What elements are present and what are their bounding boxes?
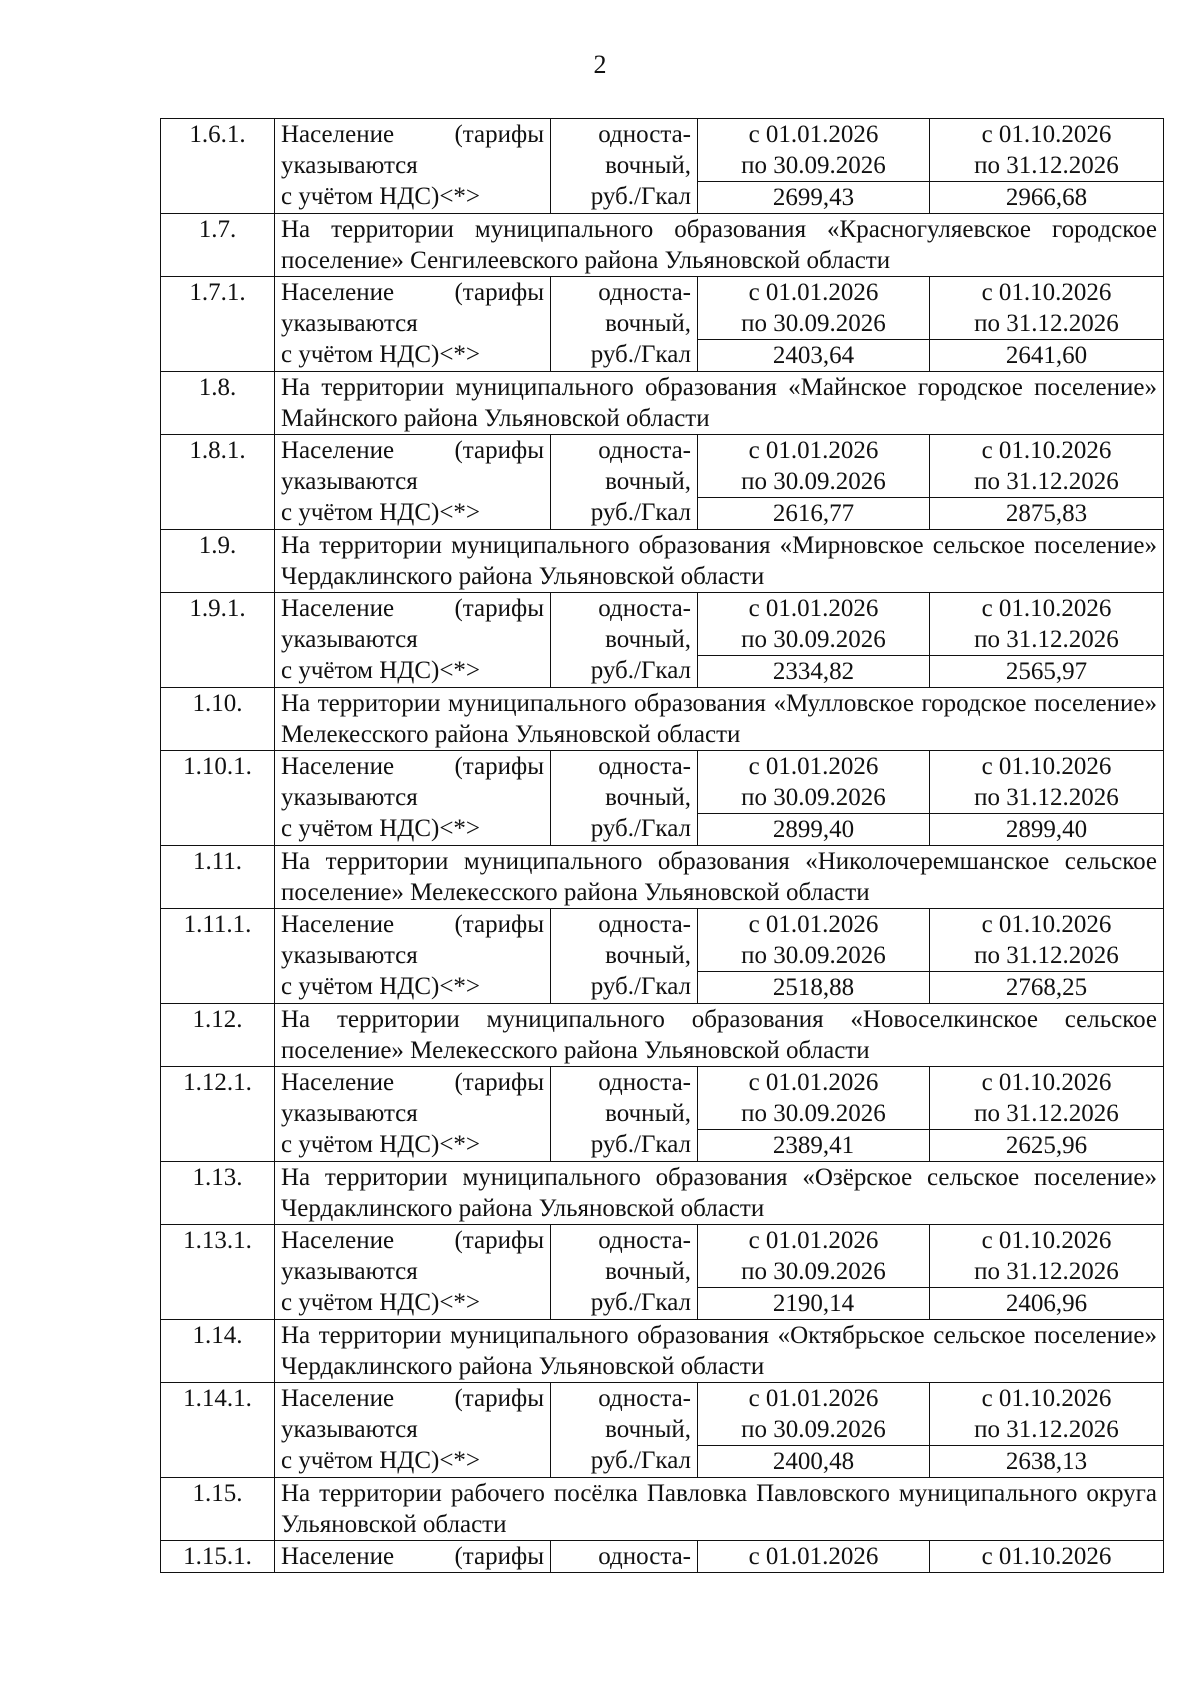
unit-line: односта-: [598, 753, 691, 780]
territory-row: [161, 214, 1164, 277]
tariff-value-1: 2699,43: [698, 182, 930, 214]
unit-line: руб./Гкал: [590, 1289, 691, 1316]
period-to: по 30.09.2026: [741, 310, 886, 337]
period-to: по 30.09.2026: [741, 468, 886, 495]
consumer-word: Население: [281, 279, 395, 306]
period-to: по 31.12.2026: [974, 310, 1119, 337]
unit-cell: [551, 119, 698, 214]
unit-line: односта-: [598, 1227, 691, 1254]
period-to: по 30.09.2026: [741, 942, 886, 969]
unit-line: вочный,: [605, 942, 691, 969]
consumer-line: указываются: [281, 942, 418, 969]
consumer-category-cell: [275, 593, 551, 688]
tariff-value-2: 2768,25: [930, 972, 1164, 1004]
period-from: с 01.01.2026: [748, 1227, 879, 1254]
consumer-word: (тарифы: [454, 1227, 544, 1254]
tariff-value-2: 2641,60: [930, 340, 1164, 372]
period-from: с 01.10.2026: [981, 1543, 1112, 1570]
consumer-word: Население: [281, 121, 395, 148]
consumer-word: (тарифы: [454, 121, 544, 148]
period-1-cell: [698, 435, 930, 498]
tariff-row-top: [161, 909, 1164, 972]
period-from: с 01.01.2026: [748, 753, 879, 780]
period-1-cell: [698, 277, 930, 340]
period-to: по 30.09.2026: [741, 1258, 886, 1285]
period-from: с 01.01.2026: [748, 1543, 879, 1570]
consumer-word: (тарифы: [454, 753, 544, 780]
consumer-line: с учётом НДС)<*>: [281, 1131, 481, 1158]
consumer-line: с учётом НДС)<*>: [281, 1289, 481, 1316]
consumer-line: с учётом НДС)<*>: [281, 973, 481, 1000]
consumer-word: Население: [281, 437, 395, 464]
unit-line: вочный,: [605, 1100, 691, 1127]
unit-line: вочный,: [605, 310, 691, 337]
unit-line: односта-: [598, 1069, 691, 1096]
tariff-table: [160, 118, 1164, 1573]
period-1-cell: [698, 1067, 930, 1130]
unit-cell: [551, 1383, 698, 1478]
consumer-line: указываются: [281, 784, 418, 811]
unit-line: руб./Гкал: [590, 499, 691, 526]
consumer-category-cell: [275, 277, 551, 372]
unit-line: руб./Гкал: [590, 657, 691, 684]
consumer-word: (тарифы: [454, 1385, 544, 1412]
period-from: с 01.10.2026: [981, 437, 1112, 464]
unit-line: односта-: [598, 595, 691, 622]
tariff-value-2: 2875,83: [930, 498, 1164, 530]
period-from: с 01.10.2026: [981, 911, 1112, 938]
period-from: с 01.01.2026: [748, 1385, 879, 1412]
period-from: с 01.10.2026: [981, 1227, 1112, 1254]
period-from: с 01.10.2026: [981, 1385, 1112, 1412]
tariff-value-1: 2400,48: [698, 1446, 930, 1478]
period-1-cell: [698, 593, 930, 656]
consumer-word: (тарифы: [454, 911, 544, 938]
period-to: по 31.12.2026: [974, 1258, 1119, 1285]
unit-line: вочный,: [605, 784, 691, 811]
territory-text: На территории муниципального образования «Озёрское сельское поселение» Чердаклинского района Ульяновской области: [275, 1162, 1164, 1225]
unit-cell: [551, 751, 698, 846]
period-from: с 01.10.2026: [981, 279, 1112, 306]
period-2-cell: [930, 593, 1164, 656]
consumer-word: (тарифы: [454, 437, 544, 464]
unit-cell: [551, 909, 698, 1004]
consumer-line: указываются: [281, 310, 418, 337]
consumer-word: Население: [281, 595, 395, 622]
unit-line: односта-: [598, 279, 691, 306]
row-number: 1.12.1.: [161, 1067, 275, 1162]
period-2-cell: [930, 751, 1164, 814]
consumer-line: указываются: [281, 1416, 418, 1443]
consumer-word: Население: [281, 1227, 395, 1254]
territory-text: На территории муниципального образования «Майнское городское поселение» Майнского района Ульяновской области: [275, 372, 1164, 435]
consumer-line: с учётом НДС)<*>: [281, 183, 481, 210]
period-2-cell: [930, 435, 1164, 498]
territory-text: На территории муниципального образования «Мулловское городское поселение» Мелекесского района Ульяновской области: [275, 688, 1164, 751]
consumer-word: (тарифы: [454, 595, 544, 622]
tariff-row-top: [161, 1067, 1164, 1130]
tariff-value-2: 2625,96: [930, 1130, 1164, 1162]
row-number: 1.7.: [161, 214, 275, 277]
consumer-word: Население: [281, 911, 395, 938]
consumer-category-cell: [275, 435, 551, 530]
consumer-line: с учётом НДС)<*>: [281, 815, 481, 842]
tariff-row-top: [161, 1383, 1164, 1446]
row-number: 1.9.1.: [161, 593, 275, 688]
tariff-row-top: [161, 593, 1164, 656]
consumer-line: указываются: [281, 626, 418, 653]
row-number: 1.7.1.: [161, 277, 275, 372]
unit-cell: [551, 1225, 698, 1320]
period-1-cell: [698, 1225, 930, 1288]
row-number: 1.15.: [161, 1478, 275, 1541]
consumer-category-cell: [275, 1067, 551, 1162]
tariff-row-top: [161, 119, 1164, 182]
unit-line: руб./Гкал: [590, 1447, 691, 1474]
consumer-line: указываются: [281, 1100, 418, 1127]
consumer-word: Население: [281, 1385, 395, 1412]
consumer-line: указываются: [281, 152, 418, 179]
tariff-value-1: 2190,14: [698, 1288, 930, 1320]
unit-line: вочный,: [605, 468, 691, 495]
tariff-value-2: 2406,96: [930, 1288, 1164, 1320]
period-1-cell: [698, 1383, 930, 1446]
unit-line: руб./Гкал: [590, 973, 691, 1000]
unit-cell: [551, 1067, 698, 1162]
consumer-line: с учётом НДС)<*>: [281, 499, 481, 526]
row-number: 1.14.1.: [161, 1383, 275, 1478]
period-2-cell: [930, 1383, 1164, 1446]
unit-cell: [551, 1541, 698, 1573]
unit-line: односта-: [598, 437, 691, 464]
unit-line: односта-: [598, 121, 691, 148]
unit-cell: [551, 277, 698, 372]
consumer-category-cell: [275, 909, 551, 1004]
row-number: 1.12.: [161, 1004, 275, 1067]
territory-row: [161, 1004, 1164, 1067]
row-number: 1.6.1.: [161, 119, 275, 214]
period-to: по 30.09.2026: [741, 626, 886, 653]
territory-row: [161, 1478, 1164, 1541]
tariff-value-1: 2403,64: [698, 340, 930, 372]
period-from: с 01.01.2026: [748, 279, 879, 306]
consumer-line: с учётом НДС)<*>: [281, 657, 481, 684]
territory-row: [161, 530, 1164, 593]
tariff-row-top: [161, 1225, 1164, 1288]
row-number: 1.11.: [161, 846, 275, 909]
period-2-cell: [930, 909, 1164, 972]
tariff-row-partial: [161, 1541, 1164, 1573]
period-to: по 31.12.2026: [974, 784, 1119, 811]
period-to: по 30.09.2026: [741, 1100, 886, 1127]
tariff-value-1: 2389,41: [698, 1130, 930, 1162]
unit-line: руб./Гкал: [590, 341, 691, 368]
territory-row: [161, 846, 1164, 909]
unit-line: руб./Гкал: [590, 815, 691, 842]
territory-text: На территории муниципального образования «Мирновское сельское поселение» Чердаклинского района Ульяновской области: [275, 530, 1164, 593]
period-from: с 01.10.2026: [981, 121, 1112, 148]
row-number: 1.13.: [161, 1162, 275, 1225]
row-number: 1.10.: [161, 688, 275, 751]
period-to: по 31.12.2026: [974, 152, 1119, 179]
period-from: с 01.01.2026: [748, 911, 879, 938]
period-2-cell: [930, 1541, 1164, 1573]
period-from: с 01.01.2026: [748, 437, 879, 464]
tariff-value-1: 2334,82: [698, 656, 930, 688]
consumer-line: с учётом НДС)<*>: [281, 341, 481, 368]
period-to: по 31.12.2026: [974, 626, 1119, 653]
tariff-value-2: 2966,68: [930, 182, 1164, 214]
tariff-row-top: [161, 751, 1164, 814]
tariff-row-top: [161, 435, 1164, 498]
row-number: 1.11.1.: [161, 909, 275, 1004]
territory-text: На территории рабочего посёлка Павловка Павловского муниципального округа Ульяновской области: [275, 1478, 1164, 1541]
period-1-cell: [698, 751, 930, 814]
period-2-cell: [930, 1067, 1164, 1130]
consumer-category-cell: [275, 1541, 551, 1573]
period-1-cell: [698, 909, 930, 972]
unit-line: руб./Гкал: [590, 183, 691, 210]
territory-text: На территории муниципального образования «Красногуляевское городское поселение» Сенгилеевского района Ульяновской области: [275, 214, 1164, 277]
tariff-table-body: [161, 119, 1164, 1573]
tariff-row-top: [161, 277, 1164, 340]
period-to: по 31.12.2026: [974, 942, 1119, 969]
period-from: с 01.01.2026: [748, 1069, 879, 1096]
consumer-category-cell: [275, 1383, 551, 1478]
consumer-word: (тарифы: [454, 1069, 544, 1096]
period-to: по 30.09.2026: [741, 784, 886, 811]
row-number: 1.15.1.: [161, 1541, 275, 1573]
period-from: с 01.01.2026: [748, 121, 879, 148]
row-number: 1.9.: [161, 530, 275, 593]
unit-line: вочный,: [605, 1258, 691, 1285]
unit-line: односта-: [598, 1543, 691, 1570]
unit-line: вочный,: [605, 152, 691, 179]
period-2-cell: [930, 277, 1164, 340]
territory-row: [161, 688, 1164, 751]
tariff-value-2: 2565,97: [930, 656, 1164, 688]
period-to: по 31.12.2026: [974, 468, 1119, 495]
consumer-category-cell: [275, 119, 551, 214]
consumer-word: Население: [281, 753, 395, 780]
period-to: по 31.12.2026: [974, 1100, 1119, 1127]
tariff-value-1: 2518,88: [698, 972, 930, 1004]
consumer-category-cell: [275, 1225, 551, 1320]
unit-line: односта-: [598, 911, 691, 938]
period-from: с 01.01.2026: [748, 595, 879, 622]
consumer-word: Население: [281, 1069, 395, 1096]
territory-text: На территории муниципального образования «Новоселкинское сельское поселение» Мелекесского района Ульяновской области: [275, 1004, 1164, 1067]
territory-row: [161, 372, 1164, 435]
unit-line: вочный,: [605, 626, 691, 653]
period-2-cell: [930, 119, 1164, 182]
tariff-value-2: 2899,40: [930, 814, 1164, 846]
unit-line: руб./Гкал: [590, 1131, 691, 1158]
period-1-cell: [698, 119, 930, 182]
row-number: 1.10.1.: [161, 751, 275, 846]
period-to: по 31.12.2026: [974, 1416, 1119, 1443]
period-1-cell: [698, 1541, 930, 1573]
consumer-word: (тарифы: [454, 1543, 544, 1570]
unit-line: односта-: [598, 1385, 691, 1412]
row-number: 1.13.1.: [161, 1225, 275, 1320]
row-number: 1.8.1.: [161, 435, 275, 530]
territory-row: [161, 1320, 1164, 1383]
tariff-value-2: 2638,13: [930, 1446, 1164, 1478]
row-number: 1.8.: [161, 372, 275, 435]
consumer-line: указываются: [281, 1258, 418, 1285]
period-from: с 01.10.2026: [981, 1069, 1112, 1096]
unit-line: вочный,: [605, 1416, 691, 1443]
period-from: с 01.10.2026: [981, 595, 1112, 622]
consumer-line: указываются: [281, 468, 418, 495]
period-to: по 30.09.2026: [741, 152, 886, 179]
period-to: по 30.09.2026: [741, 1416, 886, 1443]
tariff-value-1: 2616,77: [698, 498, 930, 530]
consumer-line: с учётом НДС)<*>: [281, 1447, 481, 1474]
period-2-cell: [930, 1225, 1164, 1288]
territory-row: [161, 1162, 1164, 1225]
consumer-category-cell: [275, 751, 551, 846]
period-from: с 01.10.2026: [981, 753, 1112, 780]
unit-cell: [551, 593, 698, 688]
consumer-word: (тарифы: [454, 279, 544, 306]
page-number: 2: [593, 50, 607, 79]
tariff-value-1: 2899,40: [698, 814, 930, 846]
consumer-word: Население: [281, 1543, 395, 1570]
unit-cell: [551, 435, 698, 530]
territory-text: На территории муниципального образования «Октябрьское сельское поселение» Чердаклинского района Ульяновской области: [275, 1320, 1164, 1383]
territory-text: На территории муниципального образования «Николочеремшанское сельское поселение» Мелекесского района Ульяновской области: [275, 846, 1164, 909]
row-number: 1.14.: [161, 1320, 275, 1383]
